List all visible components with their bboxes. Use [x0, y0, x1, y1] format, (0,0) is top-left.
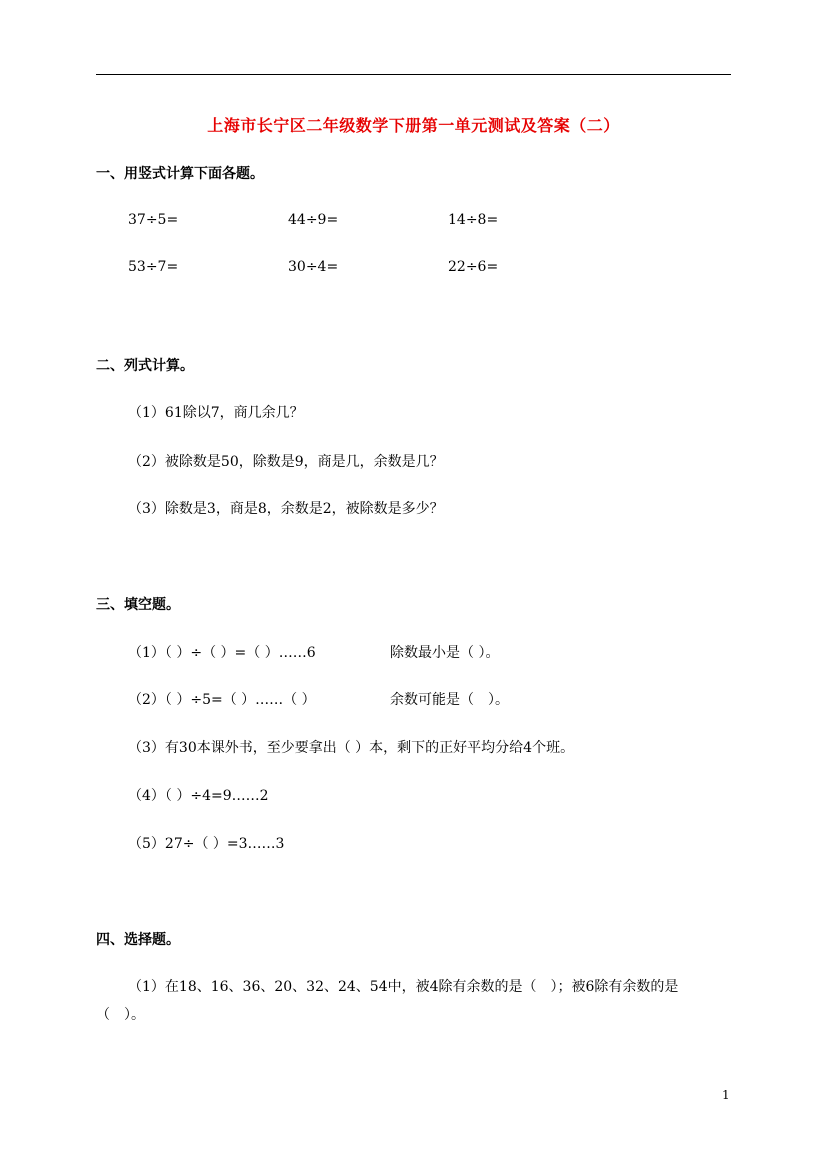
page-number: 1 — [722, 1088, 730, 1102]
problem-5: 30÷4= — [288, 259, 339, 275]
section-1-heading: 一、用竖式计算下面各题。 — [96, 166, 264, 182]
section-4-heading: 四、选择题。 — [96, 932, 180, 948]
problem-1: 37÷5= — [128, 212, 179, 228]
problem-3: 14÷8= — [448, 212, 499, 228]
fill-item-4: （4）（ ）÷4=9……2 — [128, 788, 269, 804]
calc-item-2: （2）被除数是50，除数是9，商是几，余数是几？ — [128, 454, 444, 470]
problem-2: 44÷9= — [288, 212, 339, 228]
fill-item-3: （3）有30本课外书，至少要拿出（ ）本，剩下的正好平均分给4个班。 — [128, 740, 575, 756]
section-2-heading: 二、列式计算。 — [96, 358, 194, 374]
section-3-heading: 三、填空题。 — [96, 597, 180, 613]
fill-item-1: （1）（ ）÷（ ）=（ ）……6 — [128, 645, 316, 661]
fill-item-2: （2）（ ）÷5=（ ）……（ ） — [128, 692, 316, 708]
choice-item-1-cont: （ ）。 — [96, 1007, 145, 1023]
problem-4: 53÷7= — [128, 259, 179, 275]
choice-item-1: （1）在18、16、36、20、32、24、54中，被4除有余数的是（ ）；被6除有余数的是 — [128, 979, 679, 995]
page-title: 上海市长宁区二年级数学下册第一单元测试及答案（二） — [207, 116, 620, 135]
calc-item-3: （3）除数是3，商是8，余数是2，被除数是多少？ — [128, 501, 444, 517]
fill-note-1: 除数最小是（ ）。 — [390, 645, 500, 661]
calc-item-1: （1）61除以7，商几余几？ — [128, 405, 304, 421]
fill-item-5: （5）27÷（ ）=3……3 — [128, 836, 285, 852]
fill-note-2: 余数可能是（ ）。 — [390, 692, 509, 708]
problem-6: 22÷6= — [448, 259, 499, 275]
header-rule — [96, 74, 731, 75]
